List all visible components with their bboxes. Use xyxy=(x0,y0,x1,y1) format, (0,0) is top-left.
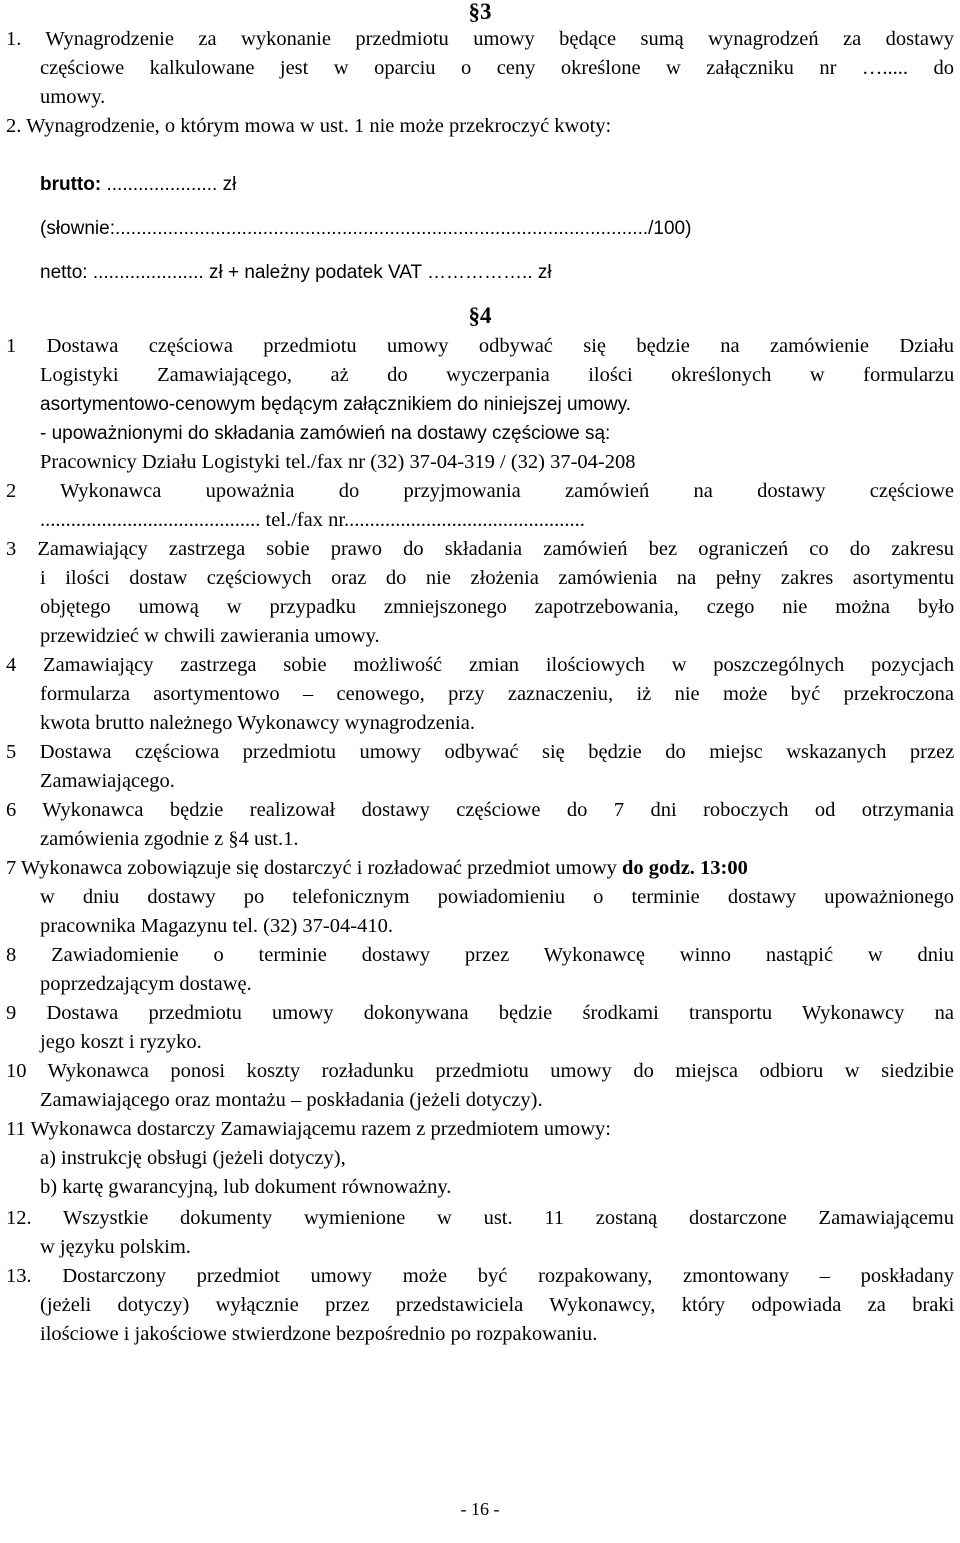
s4-i11-b: b) kartę gwarancyjną, lub dokument równoważny. xyxy=(40,1176,452,1198)
s4-i7-line3: pracownika Magazynu tel. (32) 37-04-410. xyxy=(40,915,393,937)
s4-i5-line2: Zamawiającego. xyxy=(40,770,175,792)
page-number: - 16 - xyxy=(460,1499,500,1519)
s4-i12-line1: 12. Wszystkie dokumenty wymienione w ust. 11 zostaną dostarczone Zamawiającemu xyxy=(6,1207,954,1229)
section-heading-3: §3 xyxy=(468,0,492,24)
s4-i3-line3: objętego umową w przypadku zmniejszonego zapotrzebowania, czego nie można było xyxy=(40,596,955,618)
s4-i6-line1: 6 Wykonawca będzie realizował dostawy częściowe do 7 dni roboczych od otrzymania xyxy=(6,799,954,821)
s4-i6-line2: zamówienia zgodnie z §4 ust.1. xyxy=(40,828,299,850)
section-heading-4: §4 xyxy=(468,303,492,328)
s4-i1-line2: Logistyki Zamawiającego, aż do wyczerpania ilości określonych w formularzu xyxy=(40,364,955,386)
s4-i7-line1 xyxy=(6,854,954,883)
s4-i9-line2: jego koszt i ryzyko. xyxy=(40,1031,202,1053)
s4-i3-line2: i ilości dostaw częściowych oraz do nie złożenia zamówienia na pełny zakres asortymentu xyxy=(40,567,955,589)
s4-i13-line1: 13. Dostarczony przedmiot umowy może być rozpakowany, zmontowany – poskładany xyxy=(6,1265,954,1287)
brutto-value: ..................... zł xyxy=(101,174,237,195)
s4-i5-line1: 5 Dostawa częściowa przedmiotu umowy odbywać się będzie do miejsc wskazanych przez xyxy=(6,741,955,763)
s4-i9-line1: 9 Dostawa przedmiotu umowy dokonywana będzie środkami transportu Wykonawcy na xyxy=(6,1002,954,1024)
s4-i7-bold-time-label: do godz. xyxy=(622,857,695,879)
s4-i10-line1: 10 Wykonawca ponosi koszty rozładunku przedmiotu umowy do miejsca odbioru w siedzibie xyxy=(6,1060,954,1082)
s4-i13-line2: (jeżeli dotyczy) wyłącznie przez przedstawiciela Wykonawcy, który odpowiada za braki xyxy=(40,1294,955,1316)
s4-i3-line1: 3 Zamawiający zastrzega sobie prawo do składania zamówień bez ograniczeń co do zakresu xyxy=(6,538,954,560)
s4-i7-bold-time: 13:00 xyxy=(700,857,748,879)
s4-i11-line1: 11 Wykonawca dostarczy Zamawiającemu razem z przedmiotem umowy: xyxy=(6,1118,611,1140)
s4-i13-line3: ilościowe i jakościowe stwierdzone bezpośrednio po rozpakowaniu. xyxy=(40,1323,598,1345)
s4-i1-line1: 1 Dostawa częściowa przedmiotu umowy odbywać się będzie na zamówienie Działu xyxy=(6,335,954,357)
s3-p1-line1: 1. Wynagrodzenie za wykonanie przedmiotu umowy będące sumą wynagrodzeń za dostawy xyxy=(6,28,954,50)
brutto-label: brutto: xyxy=(40,174,102,195)
s4-i1-line5: Pracownicy Działu Logistyki tel./fax nr (32) 37-04-319 / (32) 37-04-208 xyxy=(40,451,636,473)
s4-i11-a: a) instrukcję obsługi (jeżeli dotyczy), xyxy=(40,1147,346,1169)
s4-i7-text: 7 Wykonawca zobowiązuje się dostarczyć i rozładować przedmiot umowy xyxy=(6,857,623,879)
s4-i4-line1: 4 Zamawiający zastrzega sobie możliwość zmian ilościowych w poszczególnych pozycjach xyxy=(6,654,955,676)
s3-p1-line2: częściowe kalkulowane jest w oparciu o ceny określone w załączniku nr …..... do xyxy=(40,57,954,79)
s4-i8-line1: 8 Zawiadomienie o terminie dostawy przez Wykonawcę winno nastąpić w dniu xyxy=(6,944,954,966)
s4-i8-line2: poprzedzającym dostawę. xyxy=(40,973,252,995)
s4-i3-line4: przewidzieć w chwili zawierania umowy. xyxy=(40,625,380,647)
s4-i1-line3: asortymentowo-cenowym będącym załącznikiem do niniejszej umowy. xyxy=(40,394,631,415)
s4-i10-line2: Zamawiającego oraz montażu – poskładania (jeżeli dotyczy). xyxy=(40,1089,543,1111)
netto-line: netto: ..................... zł + należny podatek VAT …………….. zł xyxy=(40,262,552,283)
slownie-line: (słownie:...................................................................................................../100) xyxy=(40,218,692,239)
brutto-line xyxy=(40,170,236,199)
s4-i2-line1: 2 Wykonawca upoważnia do przyjmowania zamówień na dostawy częściowe xyxy=(6,480,954,502)
s4-i4-line2: formularza asortymentowo – cenowego, przy zaznaczeniu, iż nie może być przekroczona xyxy=(40,683,954,705)
s3-p2: 2. Wynagrodzenie, o którym mowa w ust. 1 nie może przekroczyć kwoty: xyxy=(6,115,612,137)
s4-i4-line3: kwota brutto należnego Wykonawcy wynagrodzenia. xyxy=(40,712,476,734)
s4-i1-line4: - upoważnionymi do składania zamówień na dostawy częściowe są: xyxy=(40,423,611,444)
s4-i12-line2: w języku polskim. xyxy=(40,1236,191,1258)
s3-p1-line3: umowy. xyxy=(40,86,106,108)
s4-i7-line2: w dniu dostawy po telefonicznym powiadomieniu o terminie dostawy upoważnionego xyxy=(40,886,954,908)
s4-i2-line2: ........................................... tel./fax nr............................................... xyxy=(40,509,585,531)
